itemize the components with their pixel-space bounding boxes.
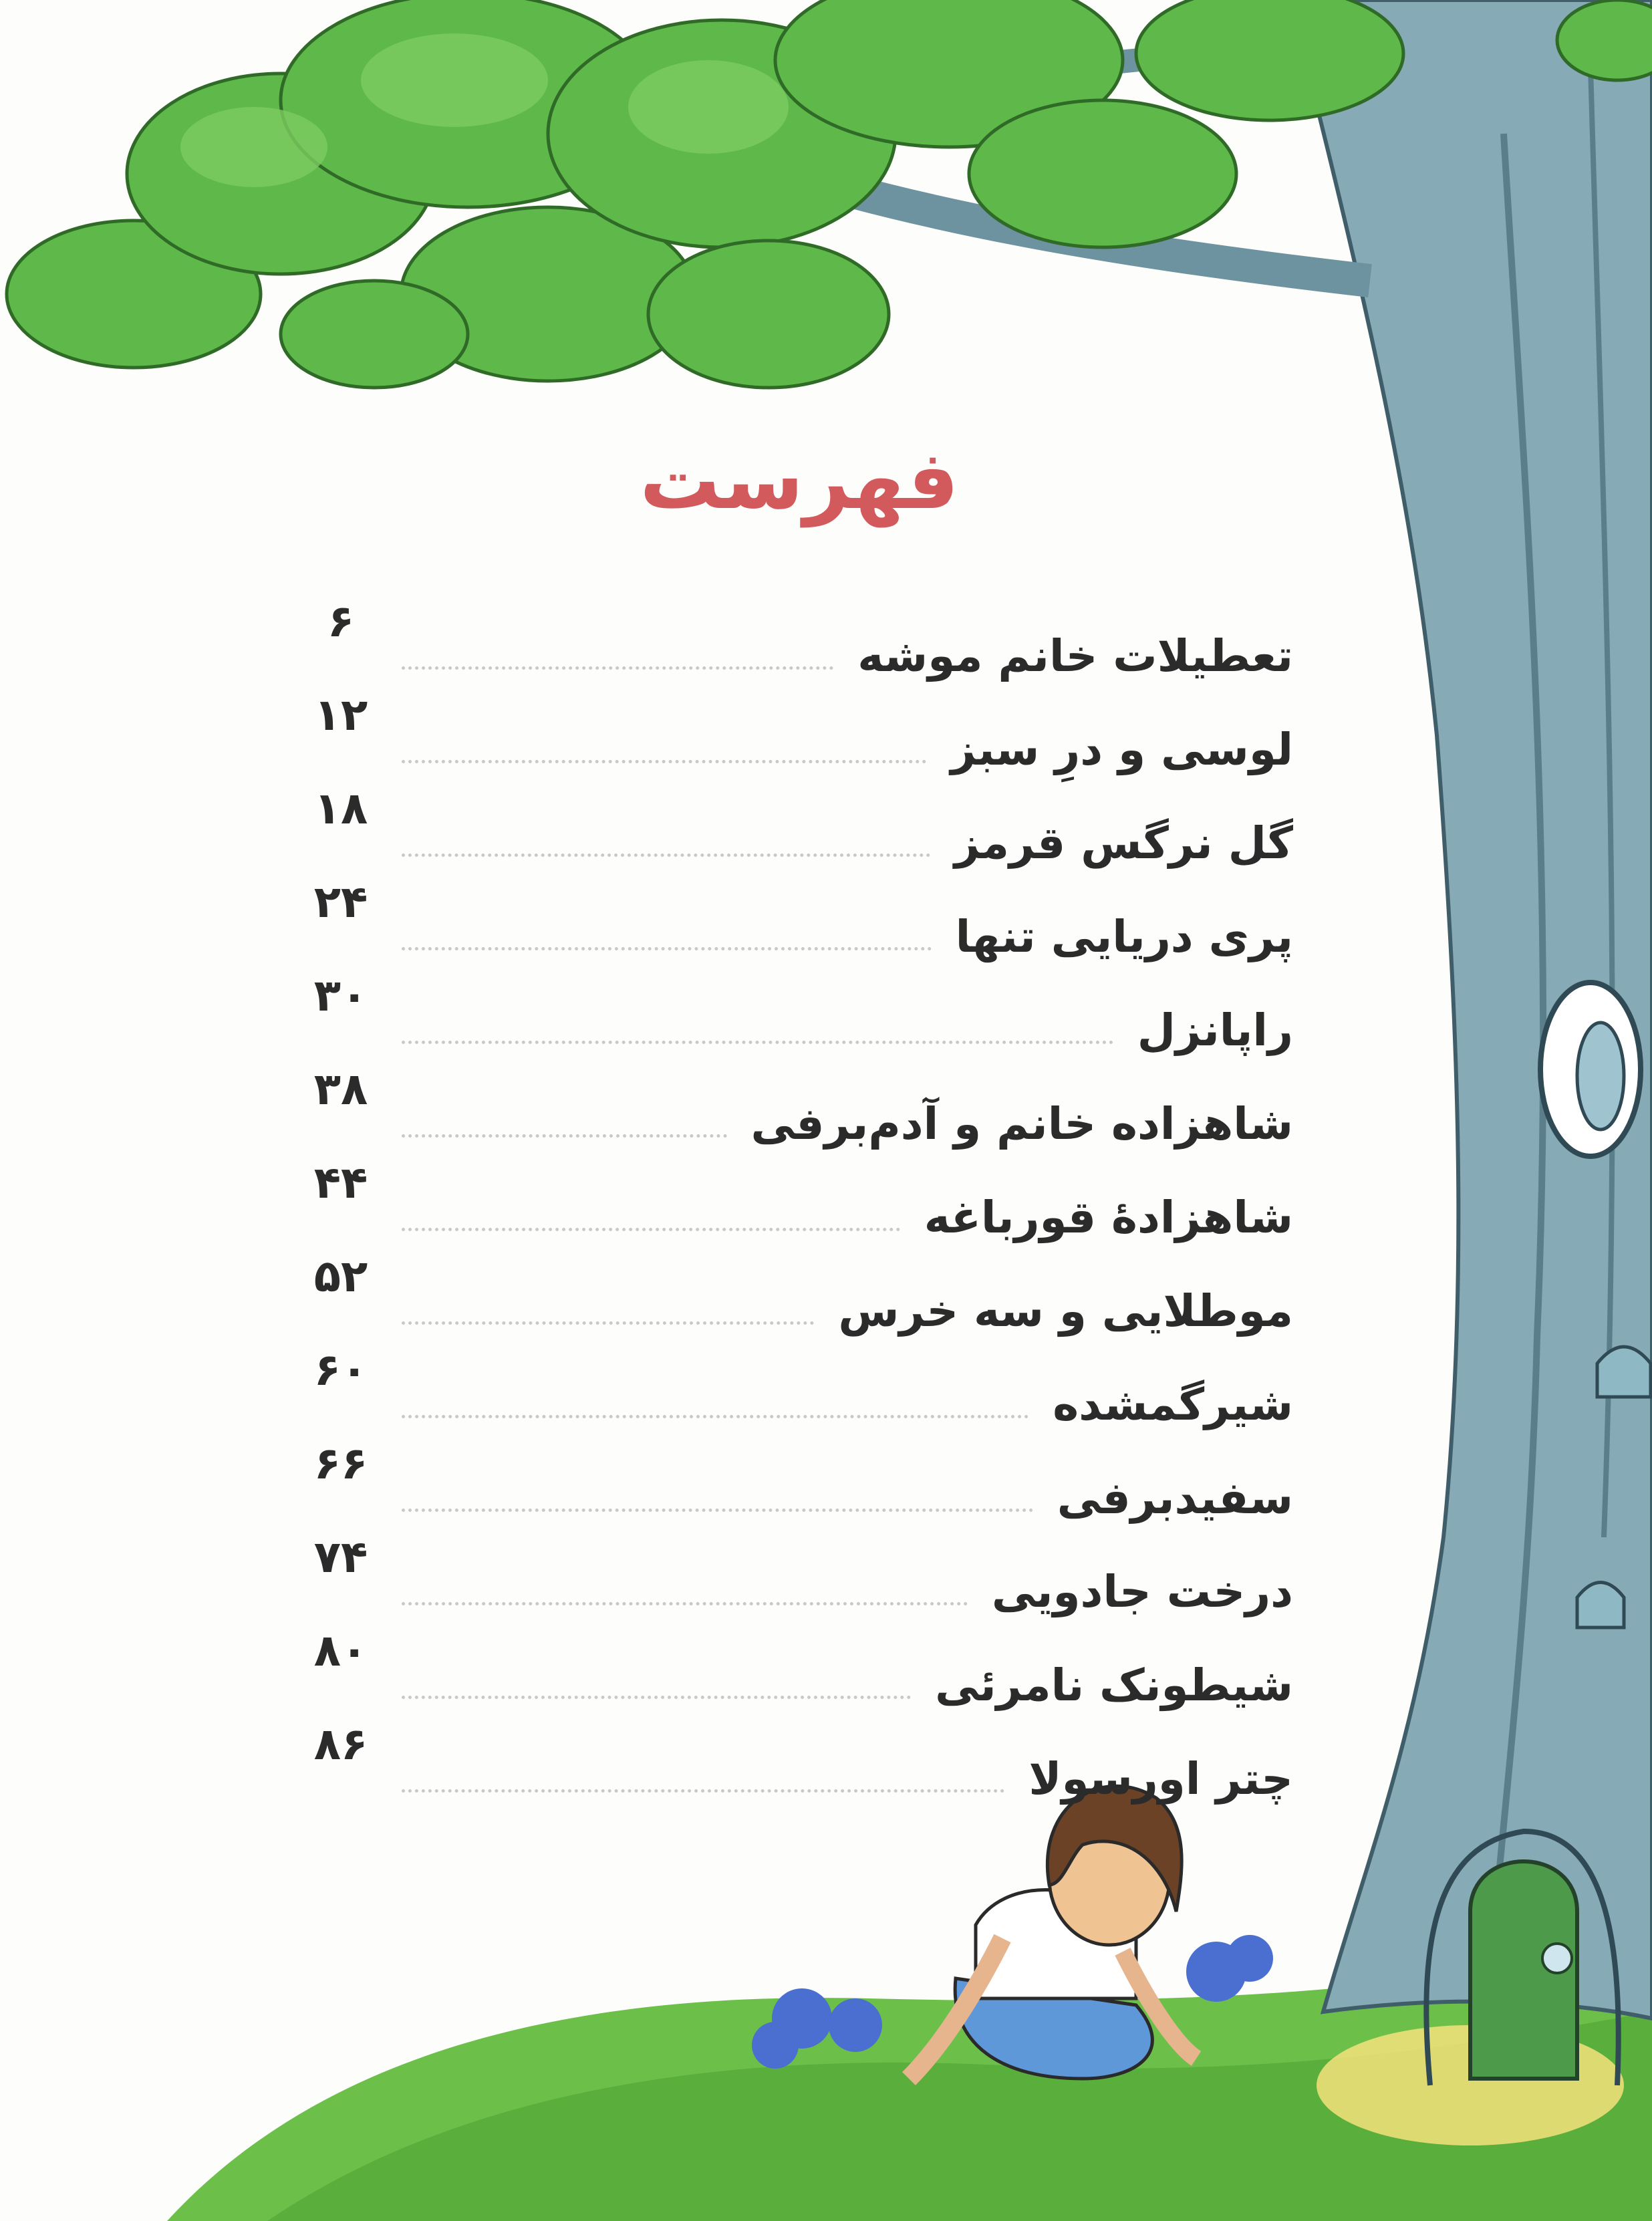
toc-item-title: گل نرگس قرمز <box>954 817 1293 869</box>
toc-dot-leader <box>402 1602 968 1605</box>
toc-dot-leader <box>402 1041 1113 1044</box>
toc-item[interactable] <box>304 1711 1293 1805</box>
toc-item-title: شیرگمشده <box>1053 1379 1293 1430</box>
toc-dot-leader <box>402 666 833 670</box>
toc-item-page: ۳۸ <box>313 1063 368 1115</box>
toc-dot-leader <box>402 854 930 857</box>
toc-item[interactable] <box>304 588 1293 682</box>
toc-item-title: چتر اورسولا <box>1028 1753 1293 1805</box>
toc-item[interactable] <box>304 869 1293 962</box>
toc-item-title: راپانزل <box>1137 1005 1293 1056</box>
toc-dot-leader <box>402 1509 1033 1512</box>
toc-item-page: ۶۶ <box>313 1438 368 1489</box>
toc-item-title: شیطونک نامرئی <box>935 1660 1293 1711</box>
toc-item[interactable] <box>304 962 1293 1056</box>
toc-item[interactable] <box>304 1617 1293 1711</box>
toc-dot-leader <box>402 947 932 950</box>
toc-item-title: پری دریایی تنها <box>955 911 1293 962</box>
toc-dot-leader <box>402 1415 1028 1418</box>
toc-item-page: ۸۰ <box>313 1625 368 1676</box>
table-of-contents <box>304 588 1293 1805</box>
toc-item-page: ۶ <box>327 596 355 647</box>
toc-item[interactable] <box>304 1524 1293 1617</box>
toc-dot-leader <box>402 1321 814 1325</box>
toc-item-page: ۷۴ <box>313 1531 368 1583</box>
toc-item-page: ۳۰ <box>313 970 368 1021</box>
toc-item-title: درخت جادویی <box>991 1566 1293 1617</box>
toc-item-title: شاهزادهٔ قورباغه <box>924 1192 1293 1243</box>
toc-item[interactable] <box>304 1430 1293 1524</box>
toc-item-title: موطلایی و سه خرس <box>838 1285 1293 1337</box>
toc-item[interactable] <box>304 775 1293 869</box>
toc-item-page: ۸۶ <box>313 1718 368 1770</box>
toc-item-title: لوسی و درِ سبز <box>950 724 1293 775</box>
toc-item-page: ۱۸ <box>313 783 368 834</box>
toc-item[interactable] <box>304 1150 1293 1243</box>
toc-item-page: ۲۴ <box>313 876 368 928</box>
page-title: فهرست <box>640 434 959 527</box>
toc-dot-leader <box>402 1228 900 1231</box>
toc-dot-leader <box>402 1789 1004 1793</box>
toc-item[interactable] <box>304 1056 1293 1150</box>
toc-item-title: سفیدبرفی <box>1057 1472 1293 1524</box>
toc-item-title: شاهزاده خانم و آدم‌برفی <box>750 1098 1293 1150</box>
toc-item-title: تعطیلات خانم موشه <box>857 630 1293 682</box>
toc-dot-leader <box>402 1134 727 1138</box>
toc-item[interactable] <box>304 1337 1293 1430</box>
toc-item[interactable] <box>304 682 1293 775</box>
toc-dot-leader <box>402 760 926 763</box>
toc-item-page: ۵۲ <box>313 1251 368 1302</box>
toc-item-page: ۱۲ <box>313 689 368 741</box>
girl-kneeling <box>909 1786 1196 2079</box>
toc-item-page: ۴۴ <box>313 1157 368 1208</box>
toc-item[interactable] <box>304 1243 1293 1337</box>
toc-item-page: ۶۰ <box>313 1344 368 1396</box>
toc-dot-leader <box>402 1696 911 1699</box>
